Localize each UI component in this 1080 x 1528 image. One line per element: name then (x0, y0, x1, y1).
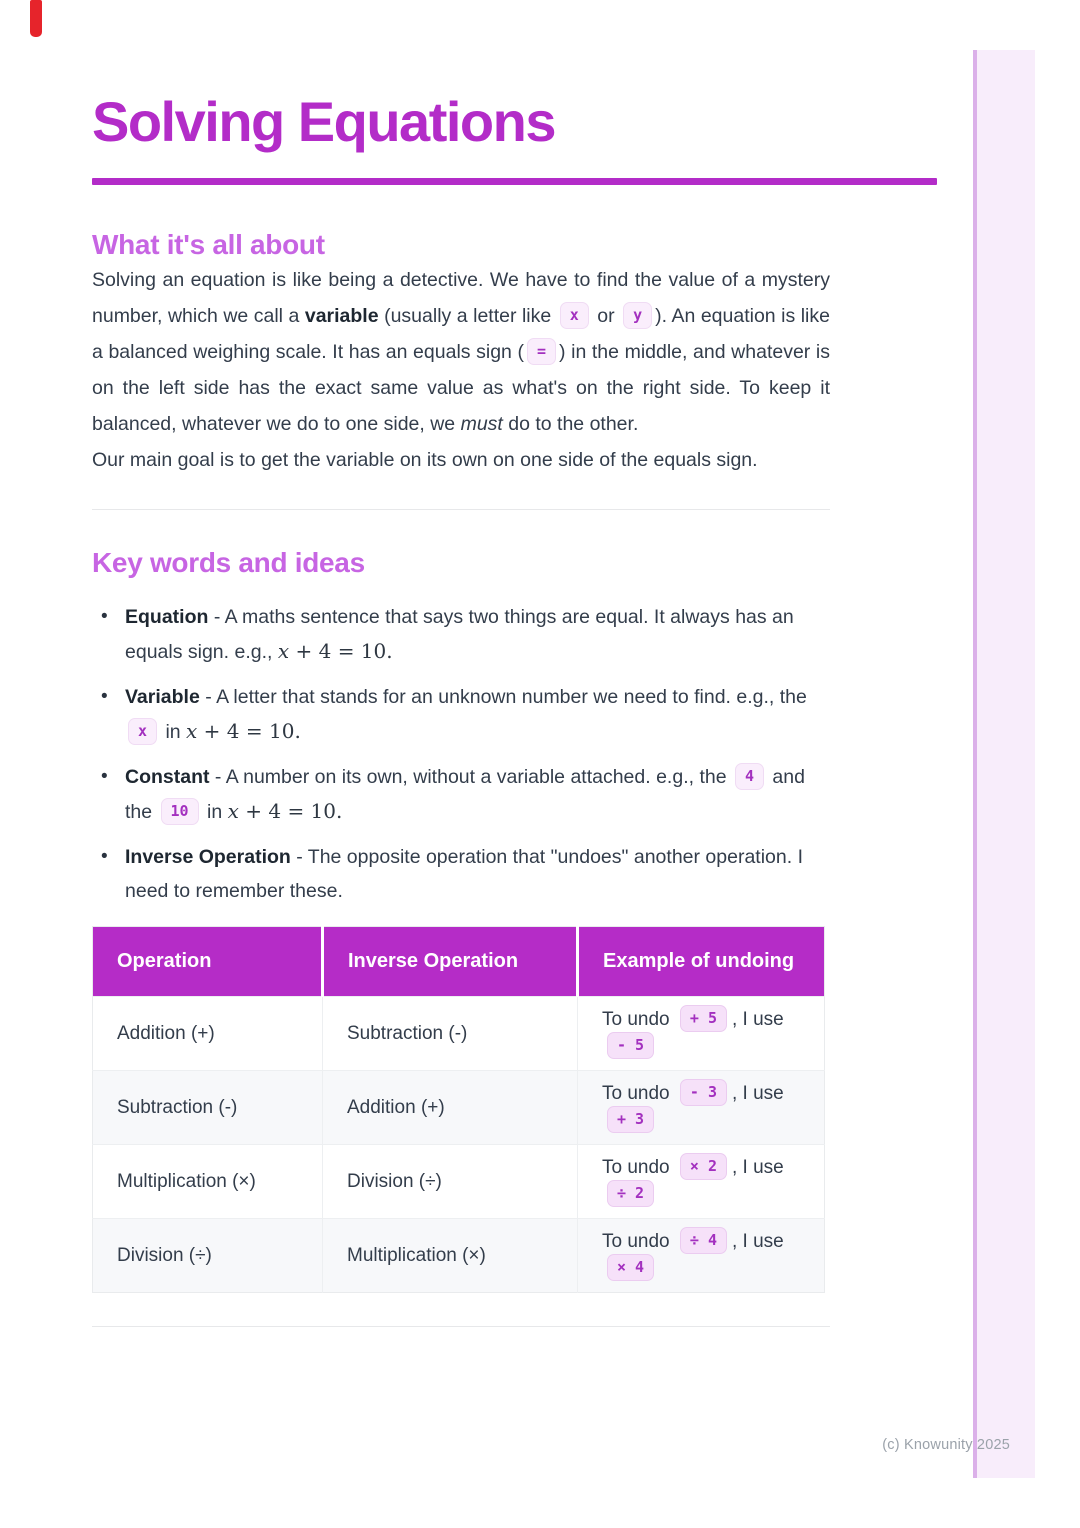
code-chip: 10 (161, 798, 199, 825)
cell-operation: Division (÷) (93, 1219, 323, 1293)
text-segment: - The opposite operation that "undoes" another operation. I need to remember these. (125, 846, 803, 902)
cursor-mark (30, 0, 42, 37)
cell-operation: Multiplication (×) (93, 1145, 323, 1219)
list-item-text (125, 766, 805, 823)
list-item-text (125, 686, 807, 743)
text-segment: x (227, 799, 239, 823)
text-segment: + 4 = 10. (289, 639, 393, 663)
text-segment: - A letter that stands for an unknown number we need to find. e.g., the (199, 686, 807, 708)
list-item-constant (92, 760, 830, 829)
text-segment: To undo (602, 1156, 675, 1178)
text-segment: - A maths sentence that says two things are equal. It always has an equals sign. e.g., (125, 606, 794, 663)
code-chip: ÷ 4 (680, 1227, 727, 1254)
inverse-operations-table (92, 926, 825, 1293)
cell-inverse: Division (÷) (323, 1145, 578, 1219)
side-highlight-strip (973, 50, 1035, 1478)
copyright-text: (c) Knowunity 2025 (882, 1437, 1010, 1453)
list-item-variable (92, 680, 830, 749)
text-segment: must (460, 413, 503, 435)
code-chip: × 2 (680, 1153, 727, 1180)
table-row-addition (93, 997, 825, 1071)
code-chip: × 4 (607, 1254, 654, 1281)
text-segment: x (186, 719, 198, 743)
text-segment: To undo (602, 1082, 675, 1104)
code-chip: + 3 (607, 1106, 654, 1133)
code-chip: - 5 (607, 1032, 654, 1059)
cell-example (578, 1071, 825, 1145)
table-row-division (93, 1219, 825, 1293)
text-segment: Equation (125, 606, 209, 628)
text-segment: variable (304, 305, 379, 327)
text-segment: Constant (125, 766, 210, 788)
cell-inverse: Multiplication (×) (323, 1219, 578, 1293)
code-chip: y (623, 302, 652, 329)
column-header-operation: Operation (93, 927, 323, 997)
document-content (92, 0, 830, 1327)
title-underline (92, 178, 937, 185)
text-segment: in (160, 721, 187, 743)
text-segment: and the (125, 766, 805, 823)
code-chip: + 5 (680, 1005, 727, 1032)
text-segment: (usually a letter like (378, 305, 557, 327)
code-chip: ÷ 2 (607, 1180, 654, 1207)
cell-example (578, 997, 825, 1071)
text-segment: or (591, 305, 621, 327)
code-chip: - 3 (680, 1079, 727, 1106)
section-heading-about: What it's all about (92, 229, 325, 260)
cell-example (578, 1145, 825, 1219)
column-header-inverse-operation: Inverse Operation (323, 927, 578, 997)
list-item-text (125, 846, 803, 902)
text-segment: , I use (732, 1230, 784, 1252)
text-segment: Variable (125, 686, 200, 708)
code-chip: = (527, 338, 556, 365)
text-segment: ) in the middle, and whatever is on the left side has the exact same value as what's on the right side. To keep it balanced, whatever we do to one side, we (92, 341, 830, 435)
text-segment: + 4 = 10. (197, 719, 301, 743)
text-segment: Solving an equation is like being a detective. We have to find the value of a mystery number, which we call a (92, 269, 830, 327)
text-segment: do to the other. (502, 413, 639, 435)
cell-example (578, 1219, 825, 1293)
table-row-subtraction (93, 1071, 825, 1145)
text-segment: , I use (732, 1008, 784, 1030)
text-segment: ). An equation is like a balanced weighing scale. It has an equals sign ( (92, 305, 830, 363)
text-segment: To undo (602, 1008, 675, 1030)
list-item-inverse-operation (92, 840, 830, 908)
section-heading-keywords: Key words and ideas (92, 547, 365, 578)
code-chip: x (128, 718, 157, 745)
text-segment: + 4 = 10. (238, 799, 343, 823)
text-segment: x (277, 639, 290, 663)
table-row-multiplication (93, 1145, 825, 1219)
footer-divider (92, 1326, 830, 1327)
column-header-example: Example of undoing (578, 927, 825, 997)
text-segment: Inverse Operation (125, 846, 291, 868)
list-item-text (125, 606, 794, 663)
table-header-row (93, 927, 825, 997)
about-paragraph-1 (92, 262, 830, 442)
text-segment: To undo (602, 1230, 675, 1252)
list-item-equation (92, 600, 830, 669)
text-segment: - A number on its own, without a variable attached. e.g., the (209, 766, 732, 788)
text-segment: in (201, 801, 228, 823)
text-segment: , I use (732, 1082, 784, 1104)
code-chip: x (560, 302, 589, 329)
cell-inverse: Addition (+) (323, 1071, 578, 1145)
page-title: Solving Equations (92, 90, 555, 153)
keyword-list (92, 600, 830, 908)
text-segment: , I use (732, 1156, 784, 1178)
code-chip: 4 (735, 763, 764, 790)
cell-inverse: Subtraction (-) (323, 997, 578, 1071)
section-divider (92, 509, 830, 510)
cell-operation: Subtraction (-) (93, 1071, 323, 1145)
about-paragraph-2: Our main goal is to get the variable on its own on one side of the equals sign. (92, 449, 758, 471)
cell-operation: Addition (+) (93, 997, 323, 1071)
